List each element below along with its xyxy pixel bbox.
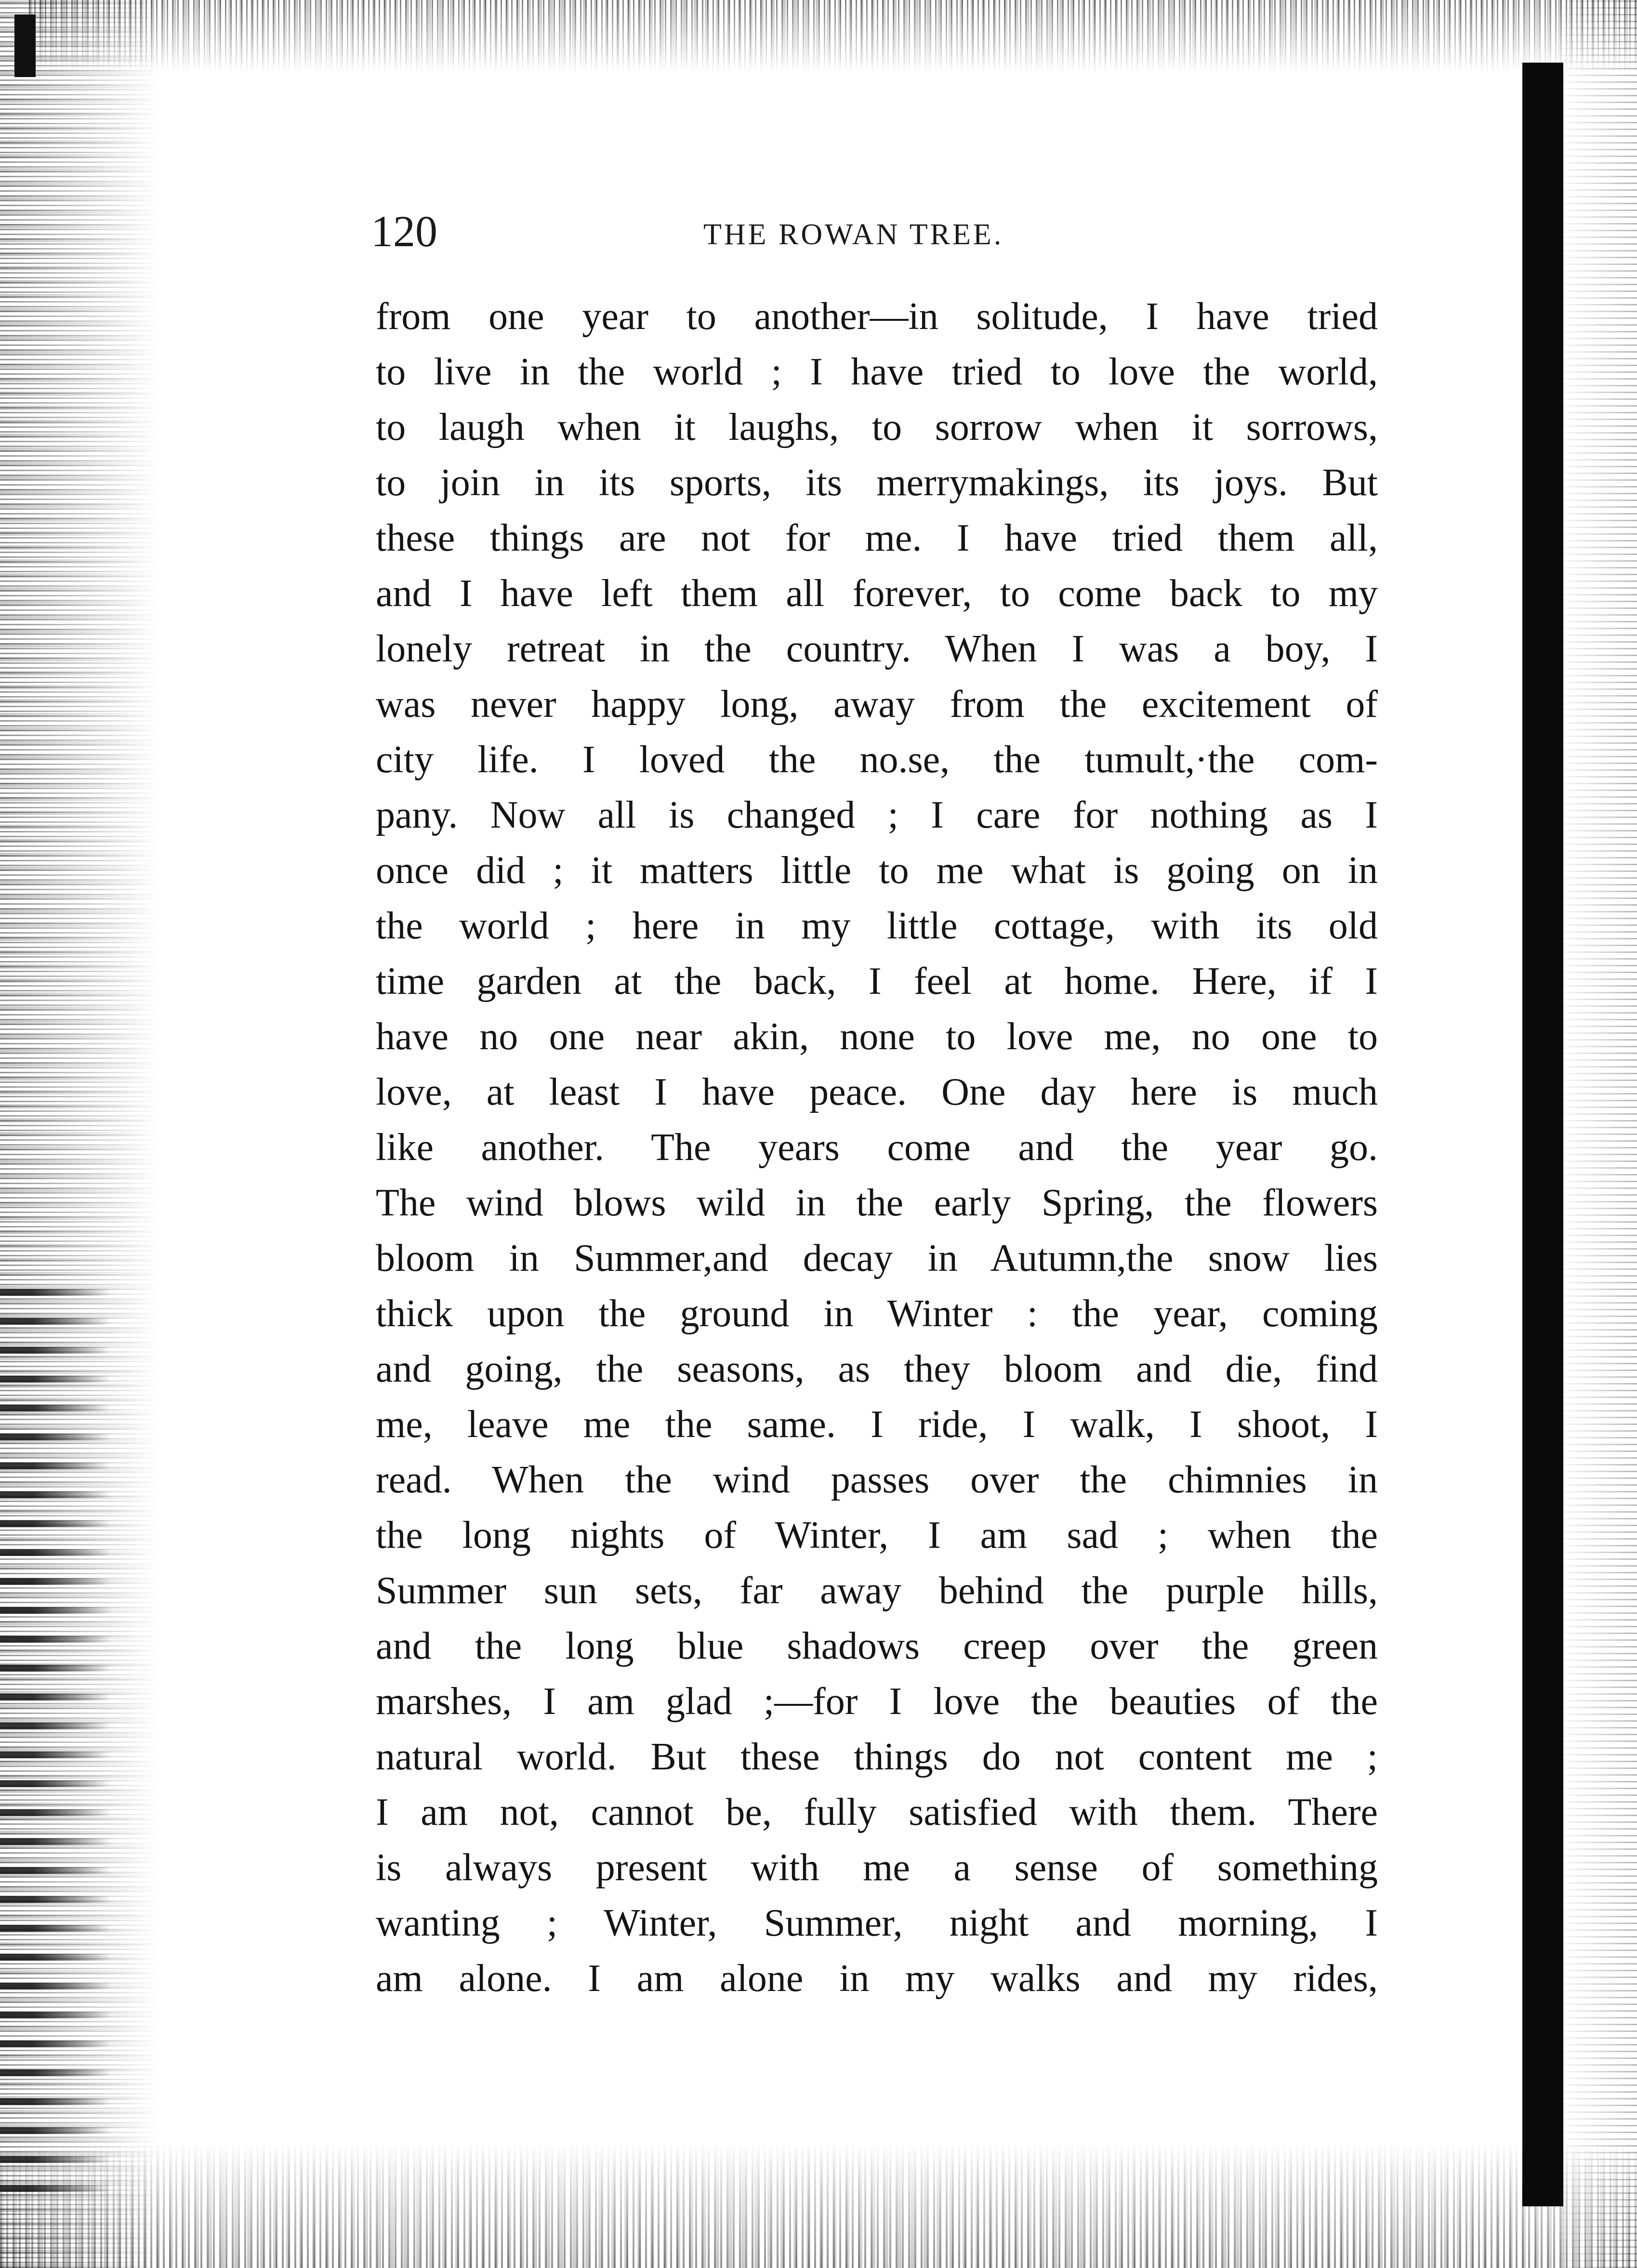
text-line: time garden at the back, I feel at home. Here, if I bbox=[376, 960, 1378, 1002]
text-line: read. When the wind passes over the chimnies in bbox=[376, 1459, 1378, 1501]
text-line: to join in its sports, its merrymakings, its joys. But bbox=[376, 462, 1378, 504]
text-line: lonely retreat in the country. When I was a boy, I bbox=[376, 628, 1378, 670]
text-line: and going, the seasons, as they bloom and die, find bbox=[376, 1348, 1378, 1390]
text-line: and the long blue shadows creep over the green bbox=[376, 1625, 1378, 1667]
text-line: and I have left them all forever, to come back to my bbox=[376, 572, 1378, 615]
page-number: 120 bbox=[371, 207, 437, 256]
text-line: natural world. But these things do not content me ; bbox=[376, 1736, 1378, 1778]
text-line: to laugh when it laughs, to sorrow when it sorrows, bbox=[376, 406, 1378, 448]
text-line: bloom in Summer,and decay in Autumn,the snow lies bbox=[376, 1237, 1378, 1279]
text-line: marshes, I am glad ;—for I love the beauties of the bbox=[376, 1680, 1378, 1723]
text-line: pany. Now all is changed ; I care for nothing as I bbox=[376, 794, 1378, 836]
scan-edge-noise-top bbox=[29, 0, 1637, 72]
scan-binding-marks bbox=[0, 1277, 111, 2192]
text-line: wanting ; Winter, Summer, night and morning, I bbox=[376, 1902, 1378, 1944]
text-line: these things are not for me. I have tried them all, bbox=[376, 517, 1378, 559]
body-text bbox=[376, 289, 1378, 2006]
running-head: THE ROWAN TREE. bbox=[703, 218, 1004, 251]
text-line: the world ; here in my little cottage, with its old bbox=[376, 905, 1378, 947]
text-line: me, leave me the same. I ride, I walk, I shoot, I bbox=[376, 1403, 1378, 1446]
text-line: the long nights of Winter, I am sad ; when the bbox=[376, 1514, 1378, 1556]
text-line: from one year to another—in solitude, I have tried bbox=[376, 295, 1378, 338]
text-line: to live in the world ; I have tried to love the world, bbox=[376, 351, 1378, 393]
text-line: love, at least I have peace. One day here is much bbox=[376, 1071, 1378, 1113]
text-line: The wind blows wild in the early Spring, the flowers bbox=[376, 1182, 1378, 1224]
text-line: was never happy long, away from the excitement of bbox=[376, 683, 1378, 725]
text-line: Summer sun sets, far away behind the purple hills, bbox=[376, 1569, 1378, 1612]
scan-gutter-shadow bbox=[1522, 63, 1563, 2206]
text-line: I am not, cannot be, fully satisfied with them. There bbox=[376, 1791, 1378, 1833]
text-line: city life. I loved the no.se, the tumult,·the com- bbox=[376, 738, 1378, 781]
scan-edge-noise-bottom bbox=[0, 2143, 1637, 2268]
text-line: like another. The years come and the year go. bbox=[376, 1126, 1378, 1169]
text-line: is always present with me a sense of something bbox=[376, 1846, 1378, 1889]
text-line: once did ; it matters little to me what is going on in bbox=[376, 849, 1378, 892]
scan-edge-noise-right bbox=[1555, 0, 1637, 2268]
text-line: have no one near akin, none to love me, no one to bbox=[376, 1015, 1378, 1058]
scan-corner-mark bbox=[14, 14, 36, 77]
page-header bbox=[371, 205, 1383, 258]
text-line: am alone. I am alone in my walks and my rides, bbox=[376, 1957, 1378, 2000]
text-line: thick upon the ground in Winter : the year, coming bbox=[376, 1292, 1378, 1335]
